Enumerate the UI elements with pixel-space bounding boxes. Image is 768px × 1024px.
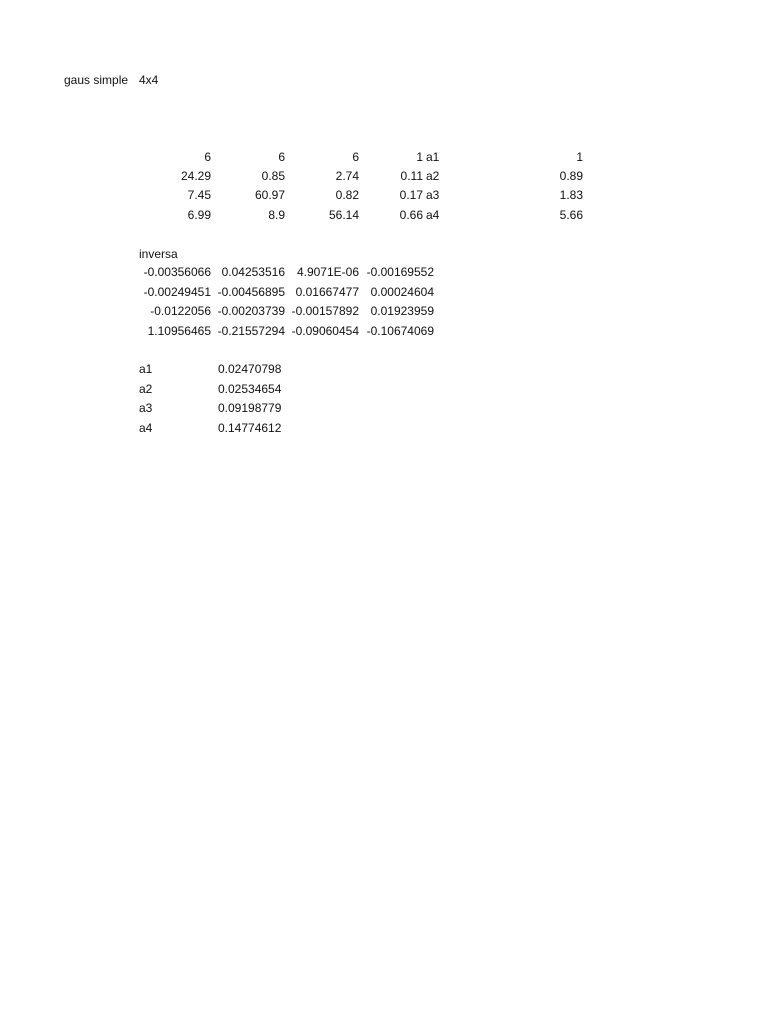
inverse-cell: -0.0122056: [150, 304, 211, 318]
matrix-cell: 60.97: [254, 188, 285, 202]
unknown-label: a2: [426, 169, 440, 183]
unknown-label: a4: [426, 208, 440, 222]
solution-value: 0.14774612: [218, 421, 282, 435]
inverse-cell: -0.00249451: [143, 285, 211, 299]
inverse-cell: 0.01923959: [370, 304, 434, 318]
inverse-cell: 1.10956465: [147, 324, 211, 338]
matrix-cell: 6: [352, 150, 359, 164]
solution-name: a3: [139, 401, 153, 415]
inverse-cell: -0.00169552: [366, 265, 434, 279]
matrix-cell: 24.29: [180, 169, 211, 183]
matrix-cell: 0.17: [399, 188, 423, 202]
matrix-cell: 1: [416, 150, 423, 164]
inverse-cell: -0.00456895: [217, 285, 285, 299]
matrix-cell: 7.45: [187, 188, 211, 202]
inverse-cell: -0.00157892: [291, 304, 359, 318]
inverse-cell: -0.21557294: [217, 324, 285, 338]
inverse-heading: inversa: [139, 247, 178, 261]
solution-value: 0.02534654: [218, 382, 282, 396]
matrix-cell: 0.85: [261, 169, 285, 183]
rhs-cell: 0.89: [559, 169, 583, 183]
unknown-label: a1: [426, 150, 440, 164]
matrix-cell: 6: [278, 150, 285, 164]
rhs-cell: 1.83: [559, 188, 583, 202]
solution-value: 0.09198779: [218, 401, 282, 415]
inverse-cell: 0.04253516: [221, 265, 285, 279]
matrix-cell: 56.14: [328, 208, 359, 222]
rhs-cell: 5.66: [559, 208, 583, 222]
inverse-cell: -0.10674069: [366, 324, 434, 338]
matrix-size-label: 4x4: [139, 73, 159, 87]
matrix-cell: 0.11: [400, 169, 423, 183]
inverse-cell: 0.00024604: [370, 285, 434, 299]
unknown-label: a3: [426, 188, 440, 202]
inverse-cell: 0.01667477: [295, 285, 359, 299]
inverse-cell: -0.00356066: [143, 265, 211, 279]
solution-name: a2: [139, 382, 153, 396]
matrix-cell: 0.66: [399, 208, 423, 222]
solution-name: a4: [139, 421, 153, 435]
inverse-cell: -0.00203739: [217, 304, 285, 318]
matrix-cell: 8.9: [268, 208, 285, 222]
matrix-cell: 0.82: [335, 188, 359, 202]
sheet-title: gaus simple: [64, 73, 129, 87]
matrix-cell: 2.74: [335, 169, 359, 183]
inverse-cell: 4.9071E-06: [296, 265, 359, 279]
rhs-cell: 1: [576, 150, 583, 164]
matrix-cell: 6: [204, 150, 211, 164]
inverse-cell: -0.09060454: [291, 324, 359, 338]
solution-name: a1: [139, 362, 153, 376]
solution-value: 0.02470798: [218, 362, 282, 376]
matrix-cell: 6.99: [187, 208, 211, 222]
